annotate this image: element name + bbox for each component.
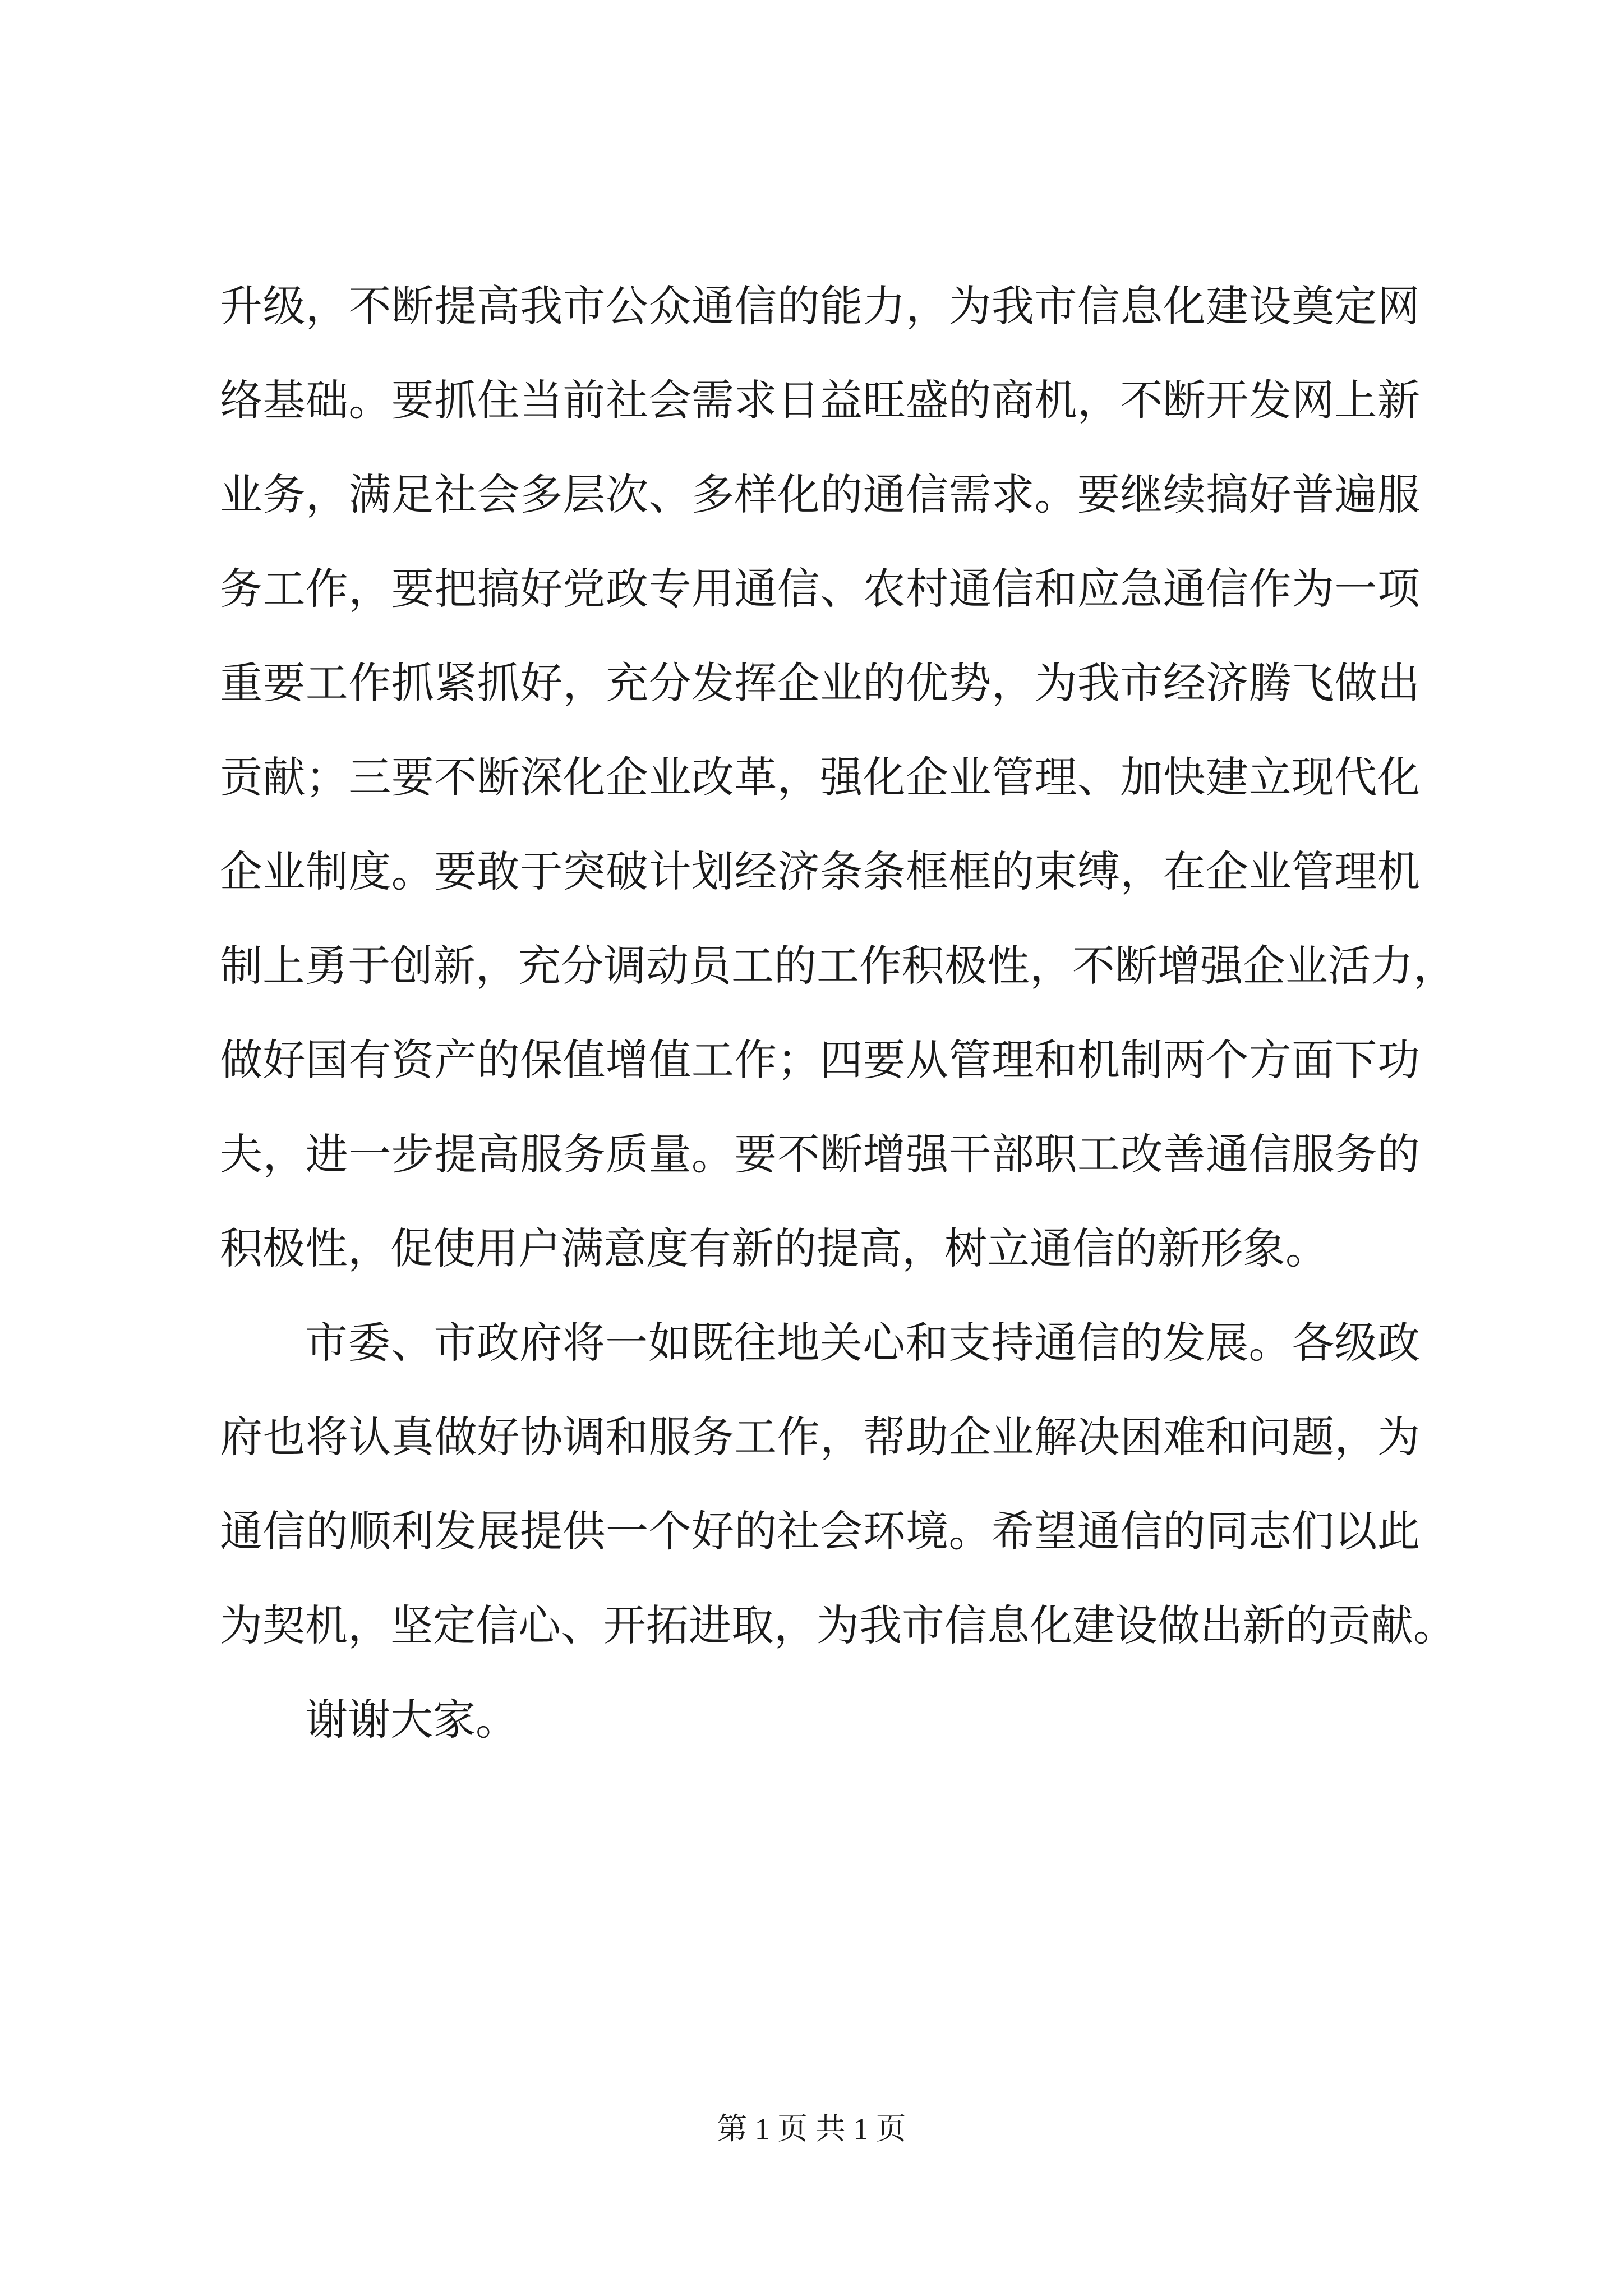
text-line: 升级，不断提高我市公众通信的能力，为我市信息化建设奠定网 (220, 281, 1420, 331)
text-line: 业务，满足社会多层次、多样化的通信需求。要继续搞好普遍服 (220, 470, 1420, 519)
text-line: 积极性，促使用户满意度有新的提高，树立通信的新形象。 (220, 1223, 1328, 1273)
text-line: 夫，进一步提高服务质量。要不断增强干部职工改善通信服务的 (220, 1129, 1420, 1179)
text-line: 谢谢大家。 (305, 1695, 518, 1745)
text-line: 为契机，坚定信心、开拓进取，为我市信息化建设做出新的贡献。 (220, 1600, 1456, 1650)
text-line: 府也将认真做好协调和服务工作，帮助企业解决困难和问题，为 (220, 1412, 1420, 1462)
text-line: 贡献；三要不断深化企业改革，强化企业管理、加快建立现代化 (220, 752, 1420, 802)
text-line: 做好国有资产的保值增值工作；四要从管理和机制两个方面下功 (220, 1035, 1420, 1085)
document-body (220, 259, 1456, 1767)
text-line: 企业制度。要敢于突破计划经济条条框框的束缚，在企业管理机 (220, 846, 1420, 896)
text-line: 制上勇于创新，充分调动员工的工作积极性，不断增强企业活力， (220, 941, 1456, 991)
page-footer: 第 1 页 共 1 页 (717, 2112, 906, 2146)
text-line: 重要工作抓紧抓好，充分发挥企业的优势，为我市经济腾飞做出 (220, 658, 1420, 708)
text-line: 务工作，要把搞好党政专用通信、农村通信和应急通信作为一项 (220, 564, 1420, 614)
text-line: 市委、市政府将一如既往地关心和支持通信的发展。各级政 (305, 1318, 1420, 1368)
text-line: 通信的顺利发展提供一个好的社会环境。希望通信的同志们以此 (220, 1506, 1420, 1556)
text-line: 络基础。要抓住当前社会需求日益旺盛的商机，不断开发网上新 (220, 375, 1420, 425)
